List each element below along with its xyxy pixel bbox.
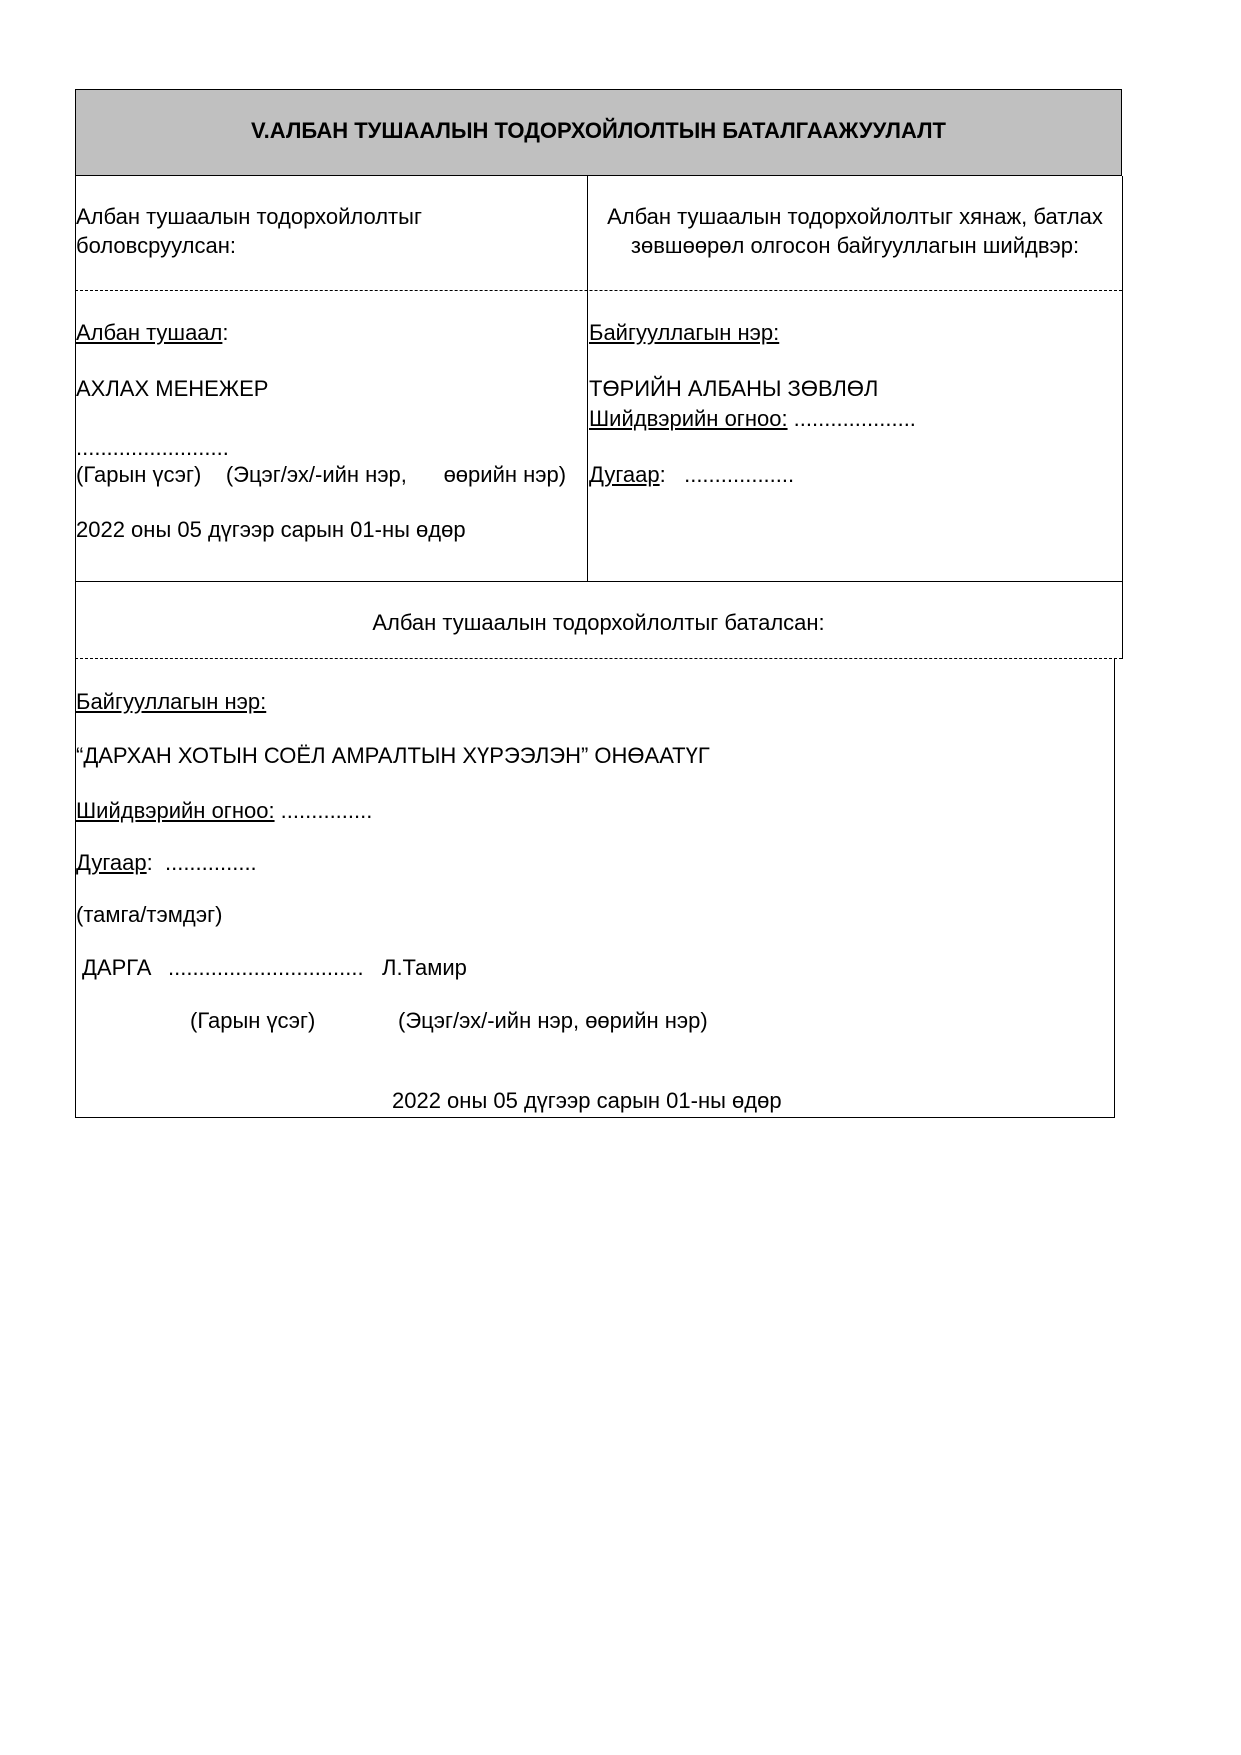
approver-org-label: Байгууллагын нэр: xyxy=(76,689,267,714)
page-title: V.АЛБАН ТУШААЛЫН ТОДОРХОЙЛОЛТЫН БАТАЛГААЖУУЛАЛТ xyxy=(251,118,946,143)
row-separator-1 xyxy=(75,290,1122,291)
position-value: АХЛАХ МЕНЕЖЕР xyxy=(76,376,269,401)
approver-org-value: “ДАРХАН ХОТЫН СОЁЛ АМРАЛТЫН ХҮРЭЭЛЭН” ОНӨААТҮГ xyxy=(76,743,710,768)
lower-left-border xyxy=(75,658,76,1118)
signature-dots: ......................... xyxy=(76,435,229,460)
head-signature-hint: (Гарын үсэг) xyxy=(190,1008,316,1033)
table-right-border xyxy=(1122,176,1123,659)
position-label: Албан тушаал: xyxy=(76,320,229,345)
prepared-date: 2022 оны 05 дүгээр сарын 01-ны өдөр xyxy=(76,517,466,542)
signature-hint: (Гарын үсэг) (Эцэг/эх/-ийн нэр, өөрийн нэр) xyxy=(76,462,567,487)
head-name: Л.Тамир xyxy=(382,955,467,980)
approved-title: Албан тушаалын тодорхойлолтыг баталсан: xyxy=(372,610,825,635)
head-signature-dots: ................................ xyxy=(168,955,364,980)
prepared-by-label-line1: Албан тушаалын тодорхойлолтыг xyxy=(76,204,422,229)
stamp-label: (тамга/тэмдэг) xyxy=(76,902,223,927)
head-title: ДАРГА xyxy=(82,955,152,980)
reviewed-by-label-line2: зөвшөөрөл олгосон байгууллагын шийдвэр: xyxy=(630,233,1080,258)
lower-bottom-border xyxy=(75,1117,1115,1118)
decision-number: Дугаар: .................. xyxy=(589,462,795,487)
approver-decision-date: Шийдвэрийн огноо: ............... xyxy=(76,798,373,823)
lower-right-border xyxy=(1114,658,1115,1118)
row-separator-3 xyxy=(75,658,1122,659)
org-name-label: Байгууллагын нэр: xyxy=(589,320,780,345)
reviewed-by-label-line1: Албан тушаалын тодорхойлолтыг хянаж, батлах xyxy=(607,204,1103,229)
head-name-hint: (Эцэг/эх/-ийн нэр, өөрийн нэр) xyxy=(398,1008,708,1033)
row-separator-2 xyxy=(75,581,1122,582)
org-name-value: ТӨРИЙН АЛБАНЫ ЗӨВЛӨЛ xyxy=(589,376,879,401)
decision-date: Шийдвэрийн огноо: .................... xyxy=(589,406,916,431)
header-bar xyxy=(75,89,1122,176)
approver-decision-number: Дугаар: ............... xyxy=(76,850,257,875)
approved-date: 2022 оны 05 дүгээр сарын 01-ны өдөр xyxy=(392,1088,782,1113)
prepared-by-label-line2: боловсруулсан: xyxy=(76,233,236,258)
